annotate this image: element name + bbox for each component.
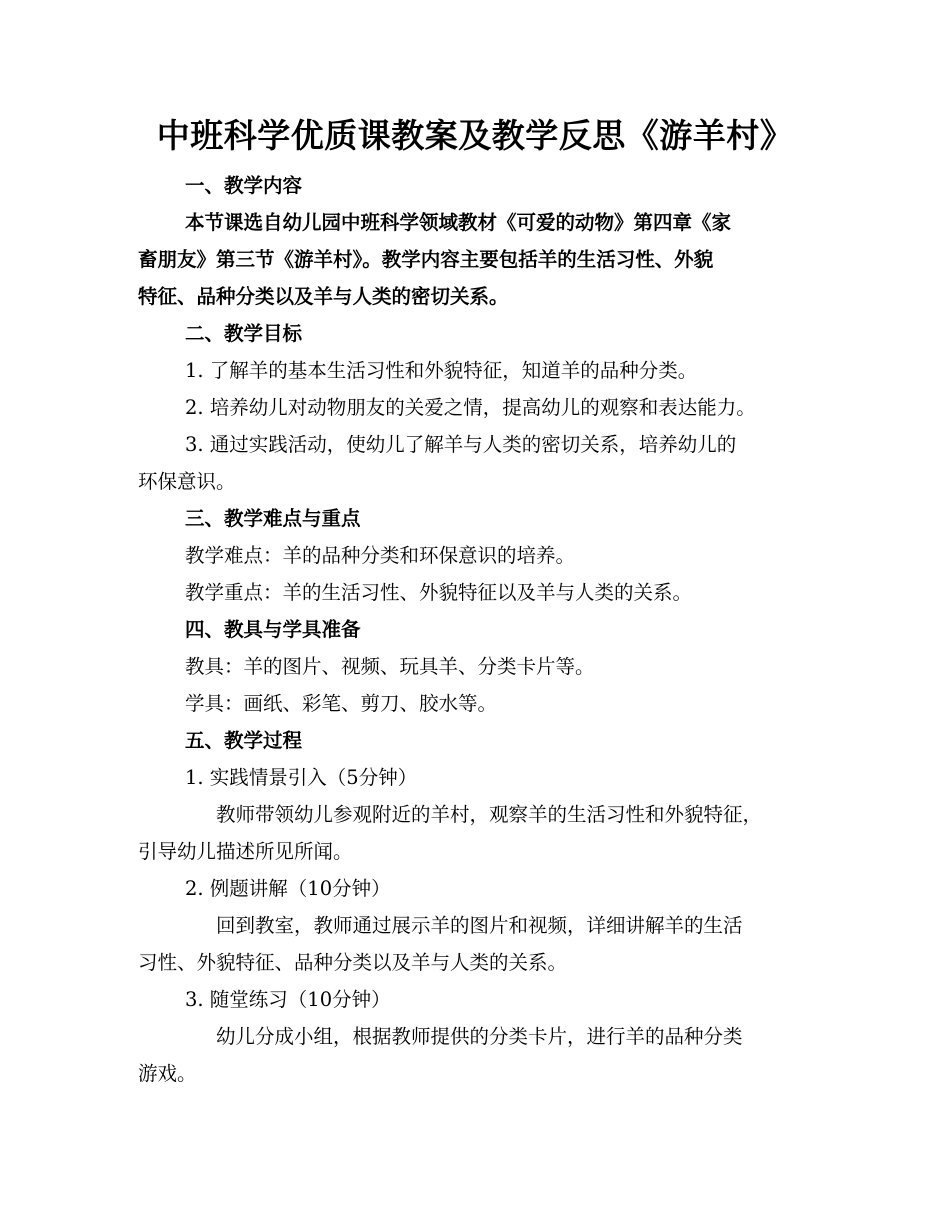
paragraph-line: 学具：画纸、彩笔、剪刀、胶水等。 <box>185 692 498 715</box>
paragraph-line: 引导幼儿描述所见所闻。 <box>138 840 353 863</box>
page-title: 中班科学优质课教案及教学反思《游羊村》 <box>156 116 794 155</box>
section-heading-4: 四、教具与学具准备 <box>185 618 361 641</box>
paragraph-line: 教具：羊的图片、视频、玩具羊、分类卡片等。 <box>185 655 595 678</box>
paragraph-line: 回到教室，教师通过展示羊的图片和视频，详细讲解羊的生活 <box>216 914 743 937</box>
paragraph-line: 教学重点：羊的生活习性、外貌特征以及羊与人类的关系。 <box>185 581 693 604</box>
list-item: 2. 例题讲解（10分钟） <box>185 877 391 900</box>
list-item: 3. 随堂练习（10分钟） <box>185 988 391 1011</box>
section-heading-3: 三、教学难点与重点 <box>185 507 361 530</box>
paragraph-line: 环保意识。 <box>138 470 236 493</box>
paragraph-line: 本节课选自幼儿园中班科学领域教材《可爱的动物》第四章《家 <box>185 211 732 234</box>
paragraph-line: 幼儿分成小组，根据教师提供的分类卡片，进行羊的品种分类 <box>216 1025 743 1048</box>
paragraph-line: 畜朋友》第三节《游羊村》。教学内容主要包括羊的生活习性、外貌 <box>138 248 714 271</box>
paragraph-line: 教师带领幼儿参观附近的羊村，观察羊的生活习性和外貌特征， <box>216 803 763 826</box>
section-heading-2: 二、教学目标 <box>185 322 303 345</box>
paragraph-line: 习性、外貌特征、品种分类以及羊与人类的关系。 <box>138 951 568 974</box>
paragraph-line: 游戏。 <box>138 1062 197 1085</box>
list-item: 3. 通过实践活动，使幼儿了解羊与人类的密切关系，培养幼儿的 <box>185 433 737 456</box>
section-heading-5: 五、教学过程 <box>185 729 303 752</box>
list-item: 2. 培养幼儿对动物朋友的关爱之情，提高幼儿的观察和表达能力。 <box>185 396 756 419</box>
paragraph-line: 特征、品种分类以及羊与人类的密切关系。 <box>138 285 509 308</box>
list-item: 1. 实践情景引入（5分钟） <box>185 766 418 789</box>
section-heading-1: 一、教学内容 <box>185 174 303 197</box>
paragraph-line: 教学难点：羊的品种分类和环保意识的培养。 <box>185 544 576 567</box>
list-item: 1. 了解羊的基本生活习性和外貌特征，知道羊的品种分类。 <box>185 359 698 382</box>
